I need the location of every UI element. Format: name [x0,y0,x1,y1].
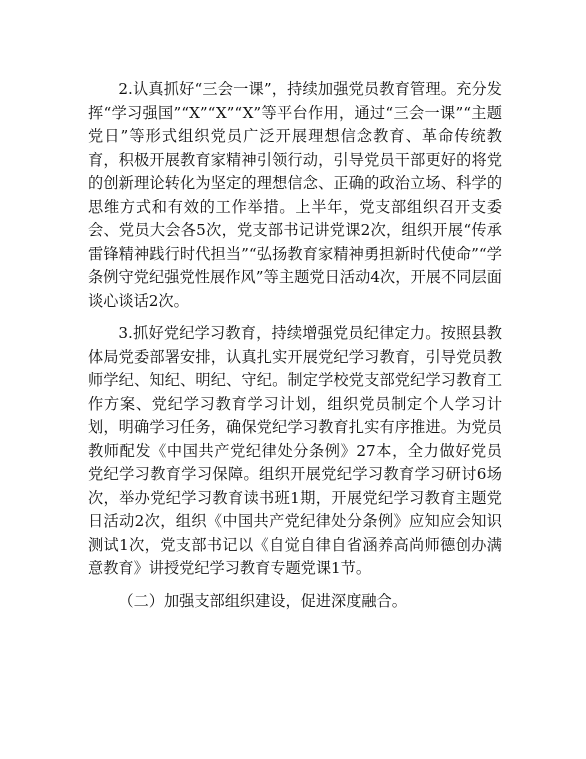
document-body [88,78,502,622]
paragraph-party-lessons: 2.认真抓好“三会一课”，持续加强党员教育管理。充分发挥“学习强国”“X”“X”“X”等平台作用，通过“三会一课”“主题党日”等形式组织党员广泛开展理想信念教育、革命传统教育，积极开展教育家精神引领行动，引导党员干部更好的将党的创新理论转化为坚定的理想信念、正确的政治立场、科学的思维方式和有效的工作举措。上半年，党支部组织召开支委会、党员大会各5次，党支部书记讲党课2次，组织开展“传承雷锋精神践行时代担当”“弘扬教育家精神勇担新时代使命”“学条例守党纪强党性展作风”等主题党日活动4次，开展不同层面谈心谈话2次。 [88,80,502,310]
paragraph-discipline-education: 3.抓好党纪学习教育，持续增强党员纪律定力。按照县教体局党委部署安排，认真扎实开展党纪学习教育，引导党员教师学纪、知纪、明纪、守纪。制定学校党支部党纪学习教育工作方案、党纪学习教育学习计划，组织党员制定个人学习计划，明确学习任务，确保党纪学习教育扎实有序推进。为党员教师配发《中国共产党纪律处分条例》27本，全力做好党员党纪学习教育学习保障。组织开展党纪学习教育学习研讨6场次，举办党纪学习教育读书班1期，开展党纪学习教育主题党日活动2次，组织《中国共产党纪律处分条例》应知应会知识测试1次，党支部书记以《自觉自律自省涵养高尚师德创办满意教育》讲授党纪学习教育专题党课1节。 [88,324,502,577]
section-heading-branch-building: （二）加强支部组织建设，促进深度融合。 [118,591,407,610]
